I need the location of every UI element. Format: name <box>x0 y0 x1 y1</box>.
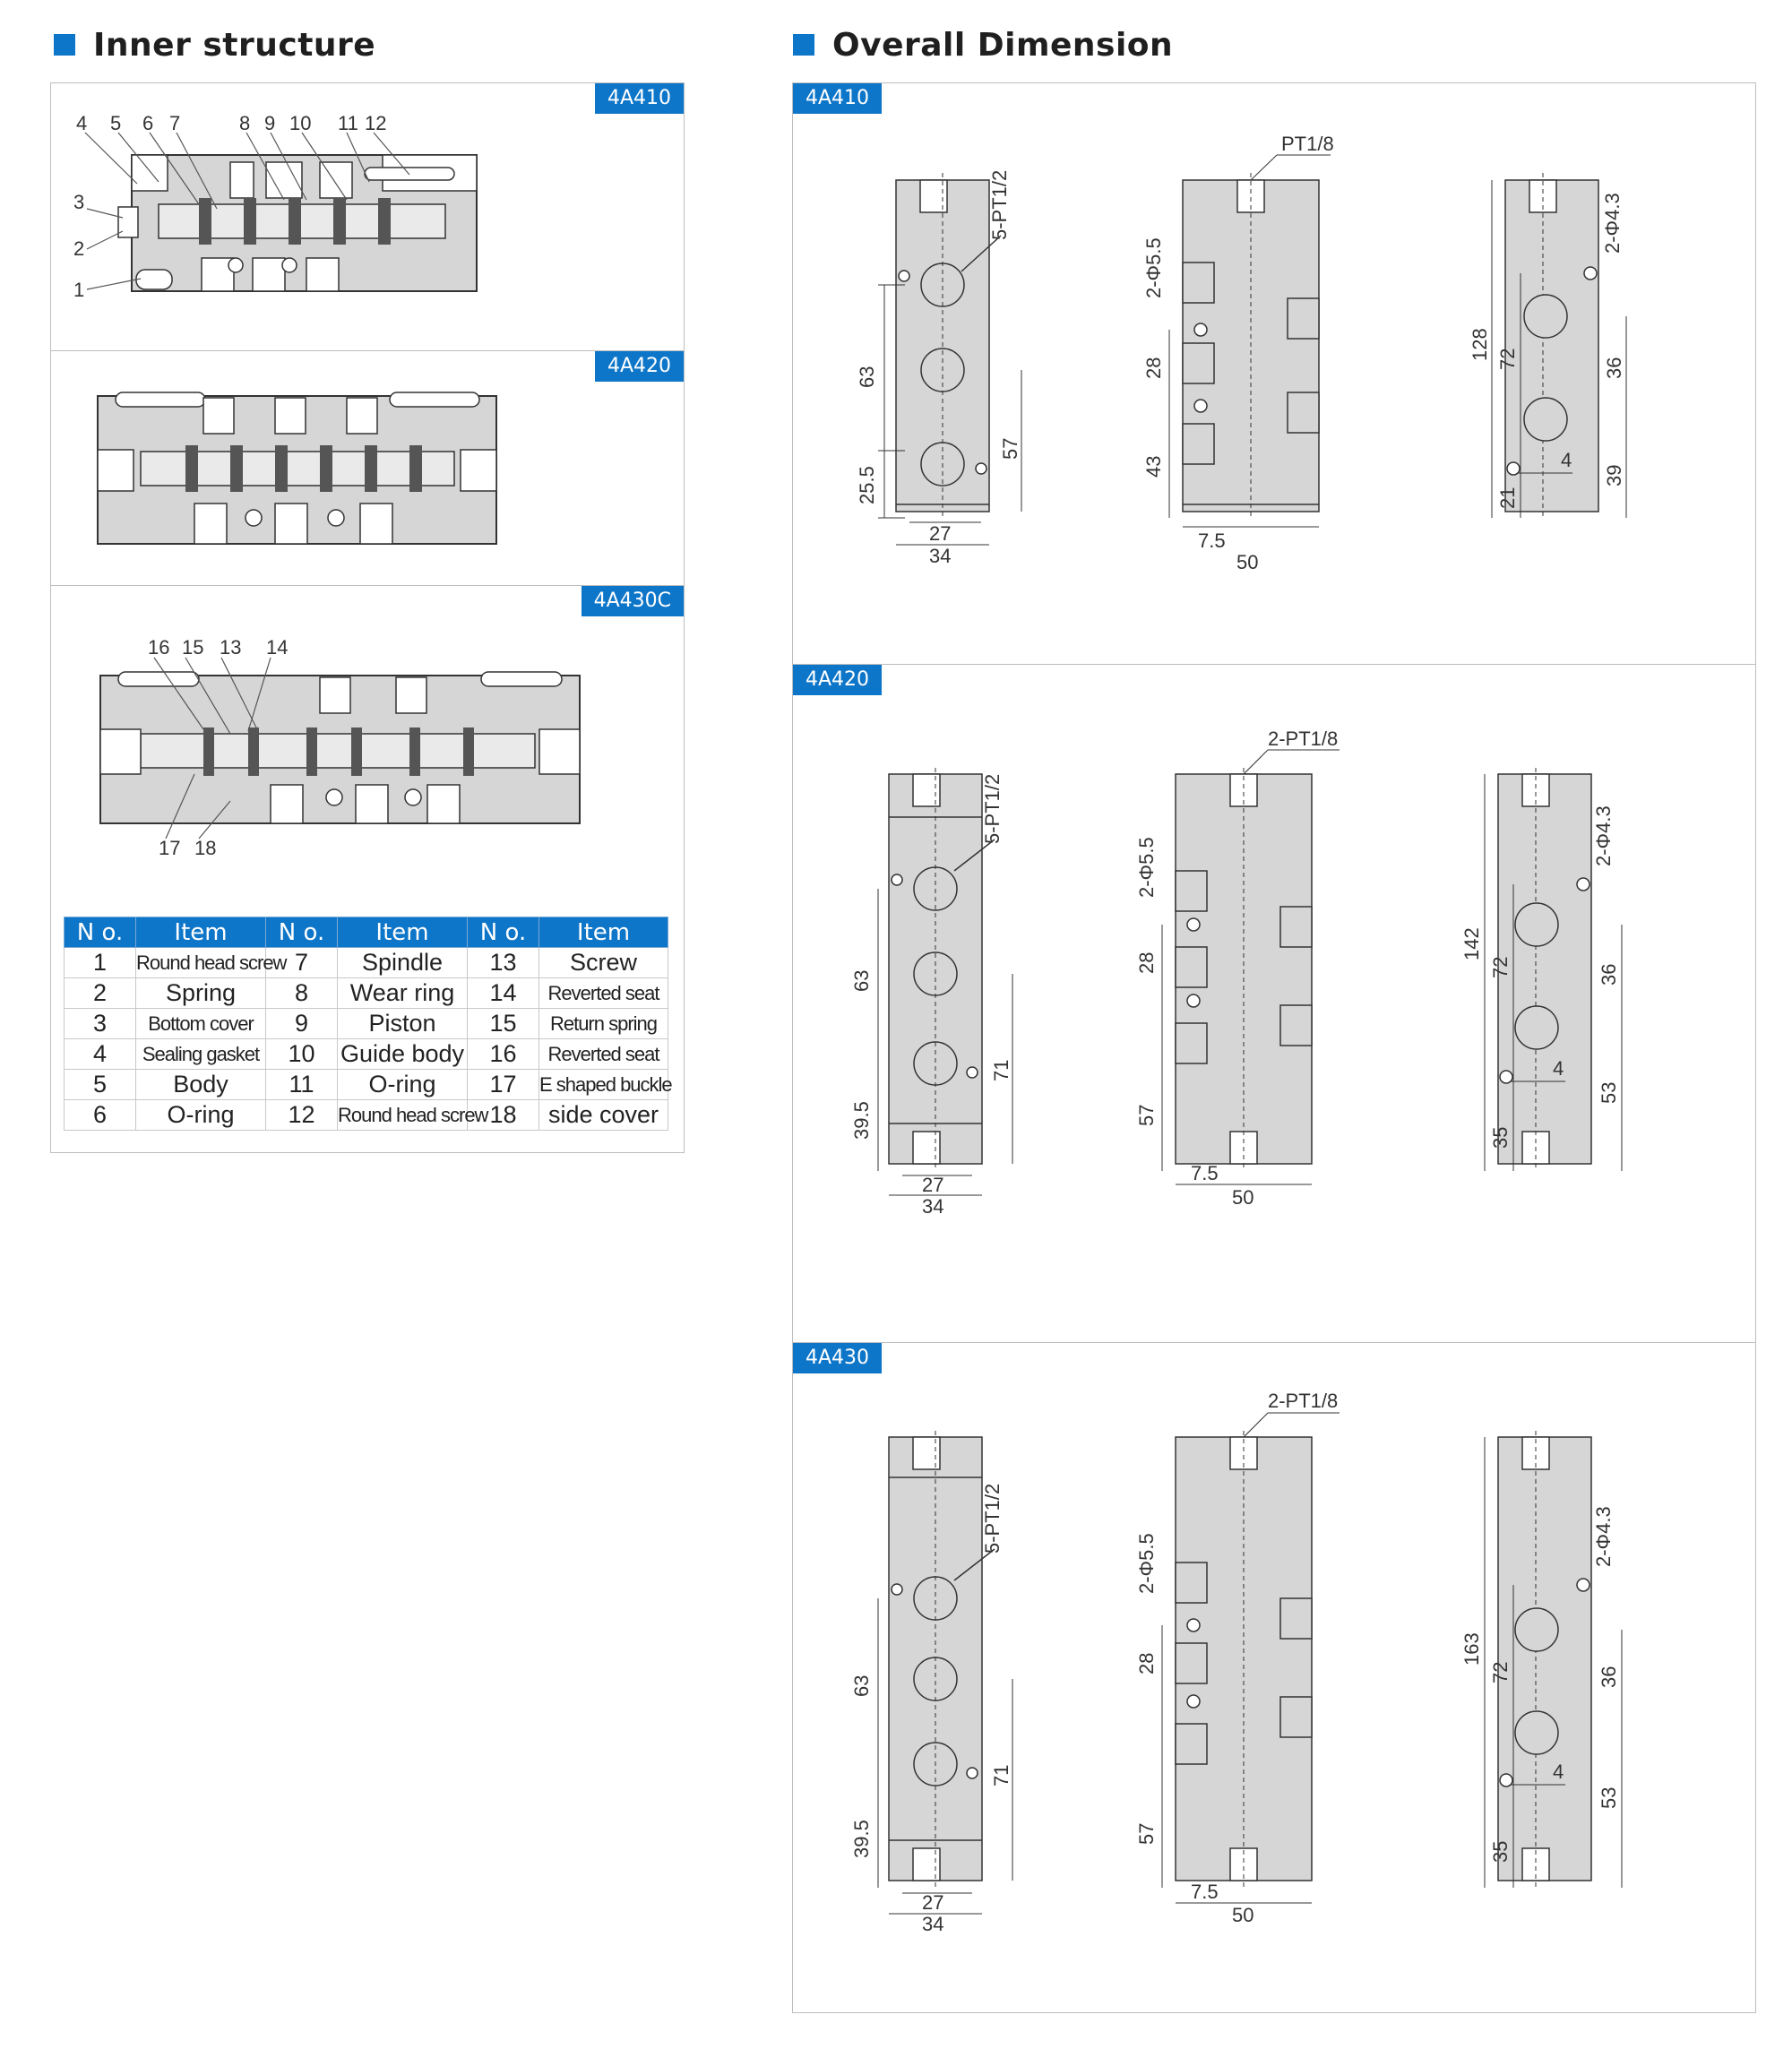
dim-hole-label: 2-Φ4.3 <box>1592 805 1615 866</box>
dim-57: 57 <box>999 437 1021 460</box>
overall-dimension-box <box>792 82 1756 2013</box>
table-cell: Return spring <box>539 1009 668 1039</box>
table-cell: Body <box>136 1070 266 1100</box>
table-cell: Round head screw <box>136 948 266 978</box>
table-cell: 12 <box>266 1100 338 1131</box>
model-tag: 4A410 <box>595 83 684 114</box>
dim-39-5: 39.5 <box>850 1101 873 1140</box>
table-cell: Round head screw <box>338 1100 468 1131</box>
table-cell: Screw <box>539 948 668 978</box>
section-drawing-4a430c <box>51 586 683 908</box>
inner-panel-4a420 <box>51 350 684 585</box>
dim-53: 53 <box>1598 1786 1620 1809</box>
inner-structure-box <box>50 82 685 1153</box>
inner-structure-heading <box>54 20 375 70</box>
callout-12: 12 <box>365 112 387 134</box>
dimension-drawing-4a420 <box>793 665 1754 1342</box>
col-header-item: Item <box>539 917 668 948</box>
inner-panel-4a430c <box>51 585 684 1154</box>
table-cell: 4 <box>65 1039 136 1070</box>
table-cell: O-ring <box>136 1100 266 1131</box>
dim-72: 72 <box>1489 956 1512 978</box>
dim-hole-label: 2-Φ4.3 <box>1592 1506 1615 1567</box>
dim-port-label: 2-PT1/8 <box>1268 1390 1339 1412</box>
dim-port-label: 5-PT1/2 <box>981 773 1004 844</box>
dim-57: 57 <box>1135 1822 1158 1845</box>
table-cell: 2 <box>65 978 136 1009</box>
dim-28: 28 <box>1142 357 1165 379</box>
table-row <box>65 1070 668 1100</box>
dim-50: 50 <box>1236 551 1259 573</box>
dim-35: 35 <box>1489 1126 1512 1149</box>
dim-50: 50 <box>1232 1186 1254 1209</box>
model-tag: 4A430 <box>793 1343 882 1373</box>
heading-square-icon <box>54 34 75 56</box>
overall-dimension-title: Overall Dimension <box>832 26 1174 64</box>
table-row <box>65 1009 668 1039</box>
col-header-no: N o. <box>266 917 338 948</box>
model-tag: 4A420 <box>595 351 684 382</box>
table-cell: Bottom cover <box>136 1009 266 1039</box>
dim-port-label: 2-PT1/8 <box>1268 727 1339 750</box>
table-cell: Spindle <box>338 948 468 978</box>
col-header-item: Item <box>136 917 266 948</box>
dim-34: 34 <box>922 1913 944 1935</box>
dim-39: 39 <box>1603 464 1625 486</box>
table-cell: 11 <box>266 1070 338 1100</box>
dim-hole-label: 2-Φ4.3 <box>1601 193 1624 254</box>
dim-36: 36 <box>1598 963 1620 986</box>
dim-57: 57 <box>1135 1104 1158 1126</box>
table-row <box>65 1039 668 1070</box>
dim-port-label: 5-PT1/2 <box>988 169 1011 240</box>
callout-18: 18 <box>194 837 217 859</box>
table-cell: Guide body <box>338 1039 468 1070</box>
dim-28: 28 <box>1135 1652 1158 1674</box>
dim-28: 28 <box>1135 951 1158 974</box>
callout-5: 5 <box>110 112 122 134</box>
table-cell: E shaped buckle <box>539 1070 668 1100</box>
callout-6: 6 <box>142 112 154 134</box>
overall-dimension-heading <box>793 20 1173 70</box>
dim-63: 63 <box>856 366 878 388</box>
dim-hole-label: 2-Φ5.5 <box>1135 1533 1158 1594</box>
model-tag: 4A410 <box>793 83 882 114</box>
section-drawing-4a420 <box>51 351 683 584</box>
col-header-no: N o. <box>468 917 539 948</box>
dim-71: 71 <box>990 1059 1012 1081</box>
dim-72: 72 <box>1496 348 1519 370</box>
dim-27: 27 <box>922 1891 944 1914</box>
table-cell: side cover <box>539 1100 668 1131</box>
callout-10: 10 <box>289 112 312 134</box>
table-cell: Spring <box>136 978 266 1009</box>
callout-13: 13 <box>220 636 242 659</box>
dim-hole-label: 2-Φ5.5 <box>1135 837 1158 898</box>
callout-14: 14 <box>266 636 289 659</box>
table-row <box>65 978 668 1009</box>
dim-39-5: 39.5 <box>850 1820 873 1858</box>
model-tag: 4A430C <box>582 586 684 616</box>
dim-43: 43 <box>1142 455 1165 478</box>
col-header-no: N o. <box>65 917 136 948</box>
table-cell: 5 <box>65 1070 136 1100</box>
dim-port-label: 5-PT1/2 <box>981 1483 1004 1554</box>
dim-71: 71 <box>990 1764 1012 1786</box>
dim-72: 72 <box>1489 1661 1512 1683</box>
dim-7-5: 7.5 <box>1198 529 1226 552</box>
dim-34: 34 <box>929 545 952 567</box>
inner-panel-4a410 <box>51 83 684 350</box>
section-drawing-4a410 <box>51 83 683 350</box>
heading-square-icon <box>793 34 814 56</box>
dimension-drawing-4a430 <box>793 1343 1754 2013</box>
callout-2: 2 <box>73 237 85 260</box>
table-cell: 15 <box>468 1009 539 1039</box>
dim-63: 63 <box>850 1674 873 1697</box>
dimension-drawing-4a410 <box>793 83 1754 664</box>
dim-163: 163 <box>1460 1632 1483 1666</box>
callout-4: 4 <box>76 112 88 134</box>
dim-4: 4 <box>1553 1761 1564 1783</box>
table-cell: 14 <box>468 978 539 1009</box>
dim-63: 63 <box>850 969 873 992</box>
dim-7-5: 7.5 <box>1191 1881 1219 1903</box>
dim-panel-4a410 <box>793 83 1755 664</box>
dim-35: 35 <box>1489 1840 1512 1863</box>
col-header-item: Item <box>338 917 468 948</box>
parts-table-header <box>65 917 668 948</box>
table-cell: 3 <box>65 1009 136 1039</box>
dim-hole-label: 2-Φ5.5 <box>1142 237 1165 298</box>
dim-36: 36 <box>1603 357 1625 379</box>
dim-128: 128 <box>1469 328 1491 361</box>
callout-8: 8 <box>239 112 251 134</box>
inner-structure-title: Inner structure <box>93 26 376 64</box>
dim-34: 34 <box>922 1195 944 1218</box>
dim-port-label: PT1/8 <box>1281 133 1334 155</box>
table-cell: 8 <box>266 978 338 1009</box>
dim-50: 50 <box>1232 1904 1254 1926</box>
table-cell: O-ring <box>338 1070 468 1100</box>
dim-142: 142 <box>1460 927 1483 960</box>
table-cell: 18 <box>468 1100 539 1131</box>
table-row <box>65 948 668 978</box>
table-cell: 10 <box>266 1039 338 1070</box>
table-cell: 16 <box>468 1039 539 1070</box>
table-cell: 1 <box>65 948 136 978</box>
dim-7-5: 7.5 <box>1191 1162 1219 1184</box>
callout-16: 16 <box>148 636 170 659</box>
dim-panel-4a430 <box>793 1342 1755 2014</box>
model-tag: 4A420 <box>793 665 882 695</box>
dim-21: 21 <box>1496 486 1519 509</box>
callout-15: 15 <box>182 636 204 659</box>
dim-36: 36 <box>1598 1666 1620 1688</box>
table-cell: 13 <box>468 948 539 978</box>
table-cell: Sealing gasket <box>136 1039 266 1070</box>
table-cell: Reverted seat <box>539 1039 668 1070</box>
callout-17: 17 <box>159 837 181 859</box>
table-cell: Piston <box>338 1009 468 1039</box>
callout-11: 11 <box>338 112 358 134</box>
table-row <box>65 1100 668 1131</box>
table-cell: Wear ring <box>338 978 468 1009</box>
callout-1: 1 <box>73 279 85 301</box>
dim-53: 53 <box>1598 1081 1620 1104</box>
callout-9: 9 <box>264 112 276 134</box>
table-cell: Reverted seat <box>539 978 668 1009</box>
callout-3: 3 <box>73 191 85 213</box>
dim-4: 4 <box>1561 449 1572 471</box>
dim-25-5: 25.5 <box>856 466 878 504</box>
dim-27: 27 <box>929 522 952 545</box>
dim-panel-4a420 <box>793 664 1755 1342</box>
callout-7: 7 <box>169 112 181 134</box>
table-cell: 17 <box>468 1070 539 1100</box>
table-cell: 7 <box>266 948 338 978</box>
table-cell: 9 <box>266 1009 338 1039</box>
parts-table <box>64 917 672 1131</box>
dim-27: 27 <box>922 1174 944 1196</box>
table-cell: 6 <box>65 1100 136 1131</box>
dim-4: 4 <box>1553 1057 1564 1080</box>
